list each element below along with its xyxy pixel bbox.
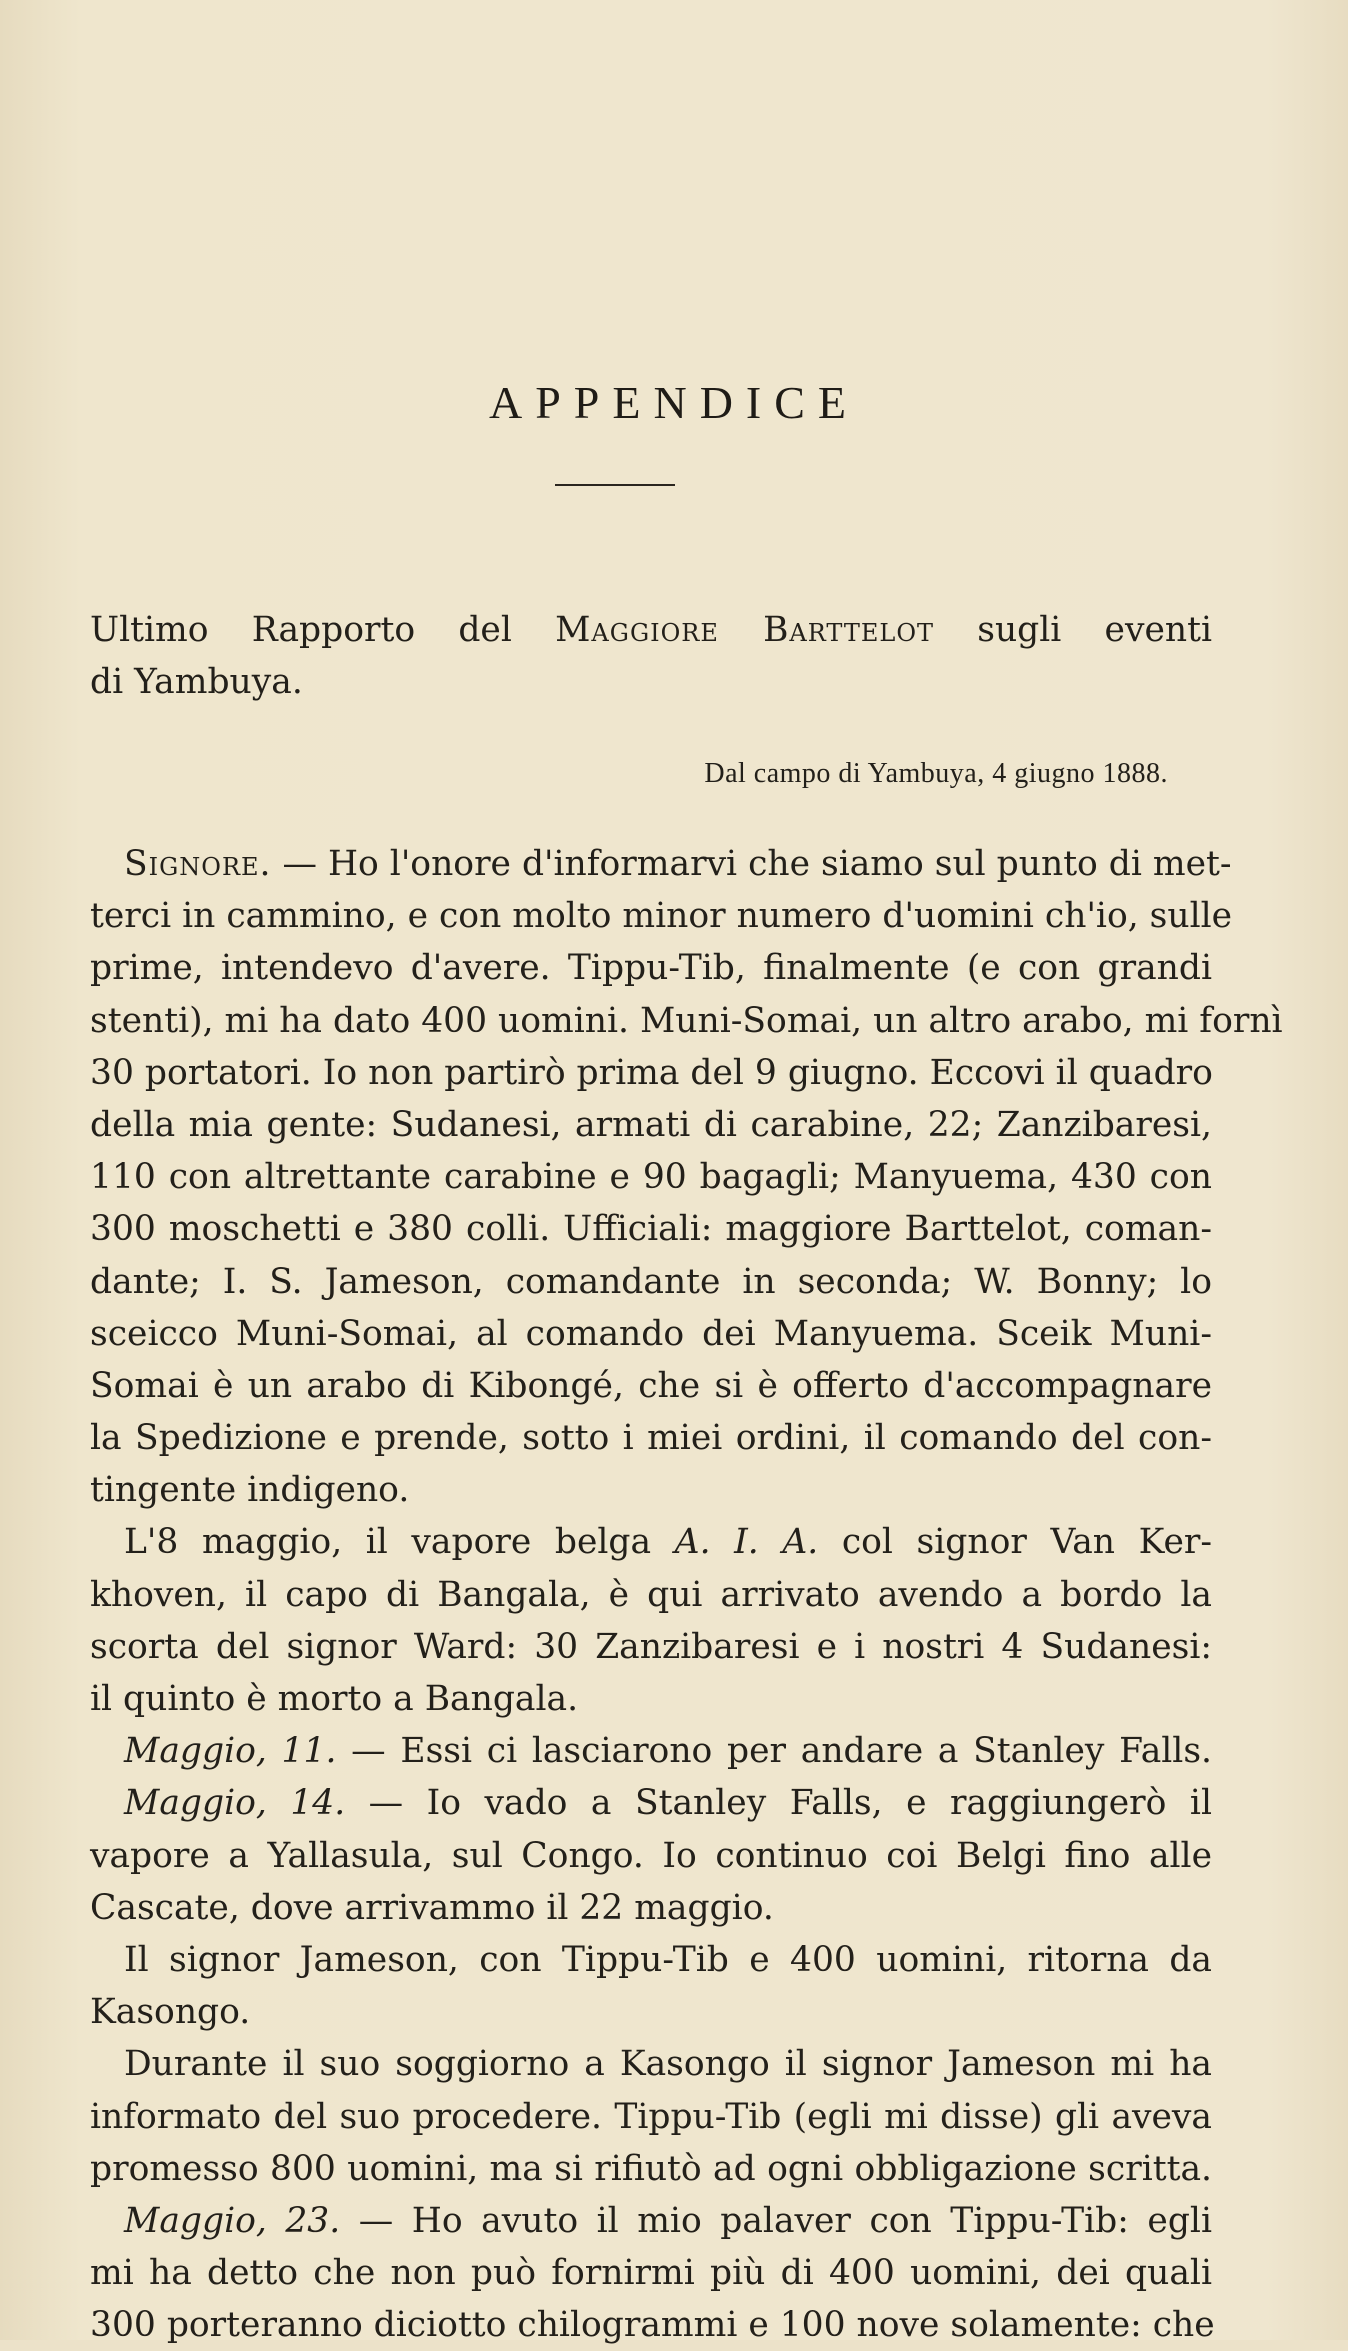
text-line: Cascate, dove arrivammo il 22 maggio. xyxy=(90,1887,774,1928)
page-title: APPENDICE xyxy=(488,377,860,428)
text-line: Durante il suo soggiorno a Kasongo il signor Jameson mi ha xyxy=(124,2044,1212,2085)
text-line: Kasongo. xyxy=(90,1992,251,2033)
text-line: 30 portatori. Io non partirò prima del 9 giugno. Eccovi il quadro xyxy=(90,1052,1213,1093)
text-line: 300 moschetti e 380 colli. Ufficiali: maggiore Barttelot, coman- xyxy=(90,1209,1212,1250)
heading-line-1: Ultimo Rapporto del Maggiore Barttelot sugli eventi xyxy=(90,610,1212,650)
text-line: Il signor Jameson, con Tippu-Tib e 400 uomini, ritorna da xyxy=(124,1939,1212,1980)
text-line: Maggio, 14. — Io vado a Stanley Falls, e raggiungerò il xyxy=(124,1783,1212,1824)
letter-body xyxy=(90,838,1283,2351)
text-line: Maggio, 23. — Ho avuto il mio palaver con Tippu-Tib: egli xyxy=(124,2200,1212,2241)
text-line: stenti), mi ha dato 400 uomini. Muni-Somai, un altro arabo, mi fornì xyxy=(90,1000,1283,1041)
text-line: informato del suo procedere. Tippu-Tib (egli mi disse) gli aveva xyxy=(90,2096,1212,2137)
text-line: della mia gente: Sudanesi, armati di carabine, 22; Zanzibaresi, xyxy=(90,1104,1212,1145)
text-line: scorta del signor Ward: 30 Zanzibaresi e i nostri 4 Sudanesi: xyxy=(90,1626,1212,1667)
text-line: vapore a Yallasula, sul Congo. Io continuo coi Belgi fino alle xyxy=(90,1835,1212,1876)
title-rule xyxy=(555,484,675,486)
text-line: promesso 800 uomini, ma si rifiutò ad ogni obbligazione scritta. xyxy=(90,2148,1212,2189)
text-line: prime, intendevo d'avere. Tippu-Tib, finalmente (e con grandi xyxy=(90,948,1212,989)
text-line: 300 porteranno diciotto chilogrammi e 100 nove solamente: che xyxy=(90,2305,1215,2346)
text-line: Signore. — Ho l'onore d'informarvi che siamo sul punto di met- xyxy=(124,844,1232,884)
text-line: khoven, il capo di Bangala, è qui arrivato avendo a bordo la xyxy=(90,1574,1212,1615)
text-line: il quinto è morto a Bangala. xyxy=(90,1679,579,1719)
text-line: Maggio, 11. — Essi ci lasciarono per andare a Stanley Falls. xyxy=(124,1731,1212,1772)
text-line: Somai è un arabo di Kibongé, che si è offerto d'accompagnare xyxy=(90,1365,1212,1406)
text-line: L'8 maggio, il vapore belga A. I. A. col signor Van Ker- xyxy=(124,1522,1213,1563)
text-line: 110 con altrettante carabine e 90 bagagli; Manyuema, 430 con xyxy=(90,1157,1212,1198)
text-line: la Spedizione e prende, sotto i miei ordini, il comando del con- xyxy=(90,1418,1212,1459)
text-line: dante; I. S. Jameson, comandante in seconda; W. Bonny; lo xyxy=(90,1261,1212,1302)
text-line: sceicco Muni-Somai, al comando dei Manyuema. Sceik Muni- xyxy=(90,1313,1212,1354)
text-line: mi ha detto che non può fornirmi più di 400 uomini, dei quali xyxy=(90,2253,1212,2294)
text-line: terci in cammino, e con molto minor numero d'uomini ch'io, sulle xyxy=(90,896,1233,937)
report-heading xyxy=(90,604,1212,708)
heading-line-2: di Yambuya. xyxy=(90,662,303,703)
text-line: tingente indigeno. xyxy=(90,1470,410,1511)
date-line: Dal campo di Yambuya, 4 giugno 1888. xyxy=(704,758,1168,789)
